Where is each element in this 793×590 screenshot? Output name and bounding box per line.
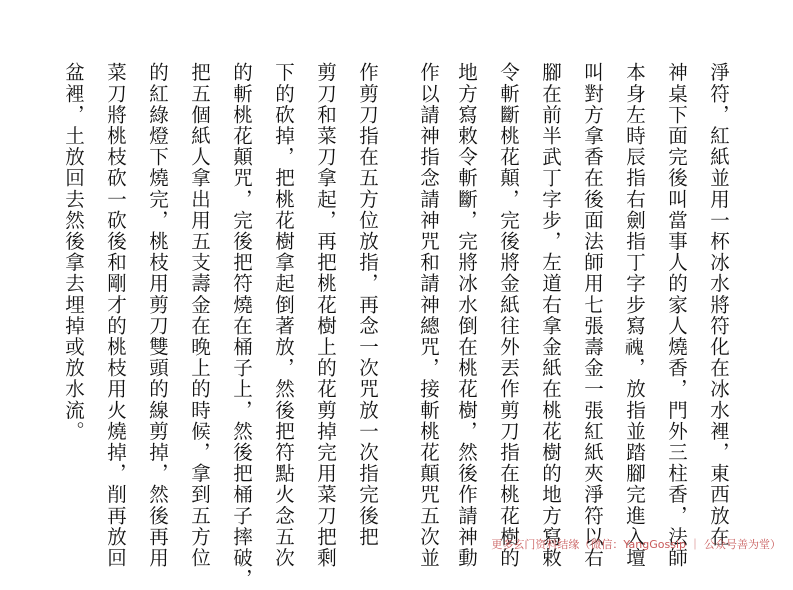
text-column-7: 地方寫敕令斬斷，完將冰水倒在桃花樹，然後作請神動 [455, 62, 478, 569]
text-column-5: 把五個紙人拿出用五支壽金在晚上的時候，拿到五方位 [188, 62, 211, 569]
text-column-1: 作剪刀指在五方位放指，再念一次咒放一次指完後把 [356, 62, 379, 548]
text-column-1: 淨符，紅紙並用一杯冰水將符化在冰水裡，東西放在 [707, 62, 730, 548]
text-column-4: 的斬桃花顛咒，完後把符燒在桶子上，然後把桶子摔破， [230, 62, 253, 590]
text-column-8: 盆裡，土放回去然後拿去埋掉或放水流。 [62, 62, 85, 442]
text-column-5: 腳在前半武丁字步，左道右拿金紙在桃花樹的地方寫敕 [539, 62, 562, 569]
text-column-8: 作以請神指念請神咒和請神總咒，接斬桃花顛咒五次並 [417, 62, 440, 569]
text-column-7: 菜刀將桃枝砍一砍後和剛才的桃枝用火燒掉，削再放回 [104, 62, 127, 569]
right-page [415, 0, 733, 569]
footer-watermark: 更多玄门资料结缘（微信：YangGossip ｜ 公众号善为堂） [491, 538, 781, 551]
left-page [60, 0, 380, 590]
text-column-6: 的紅綠燈下燒完，桃枝用剪刀雙頭的線剪掉，然後再用 [146, 62, 169, 569]
text-column-3: 本身左時辰指右劍指丁字步寫𩲡，放指並踏腳完進入壇 [623, 62, 646, 569]
text-column-3: 下的砍掉，把桃花樹拿起倒著放，然後把符點火念五次 [272, 62, 295, 569]
text-column-2: 神桌下面完後叫當事人的家人燒香，門外三柱香，法師 [665, 62, 688, 569]
text-column-4: 叫對方拿香在後面法師用七張壽金一張紅紙夾淨符以右 [581, 62, 604, 569]
text-column-2: 剪刀和菜刀拿起，再把桃花樹上的花剪掉完用菜刀把剩 [314, 62, 337, 569]
text-column-6: 令斬斷桃花顛，完後將金紙往外丟作剪刀指在桃花樹的 [497, 62, 520, 569]
